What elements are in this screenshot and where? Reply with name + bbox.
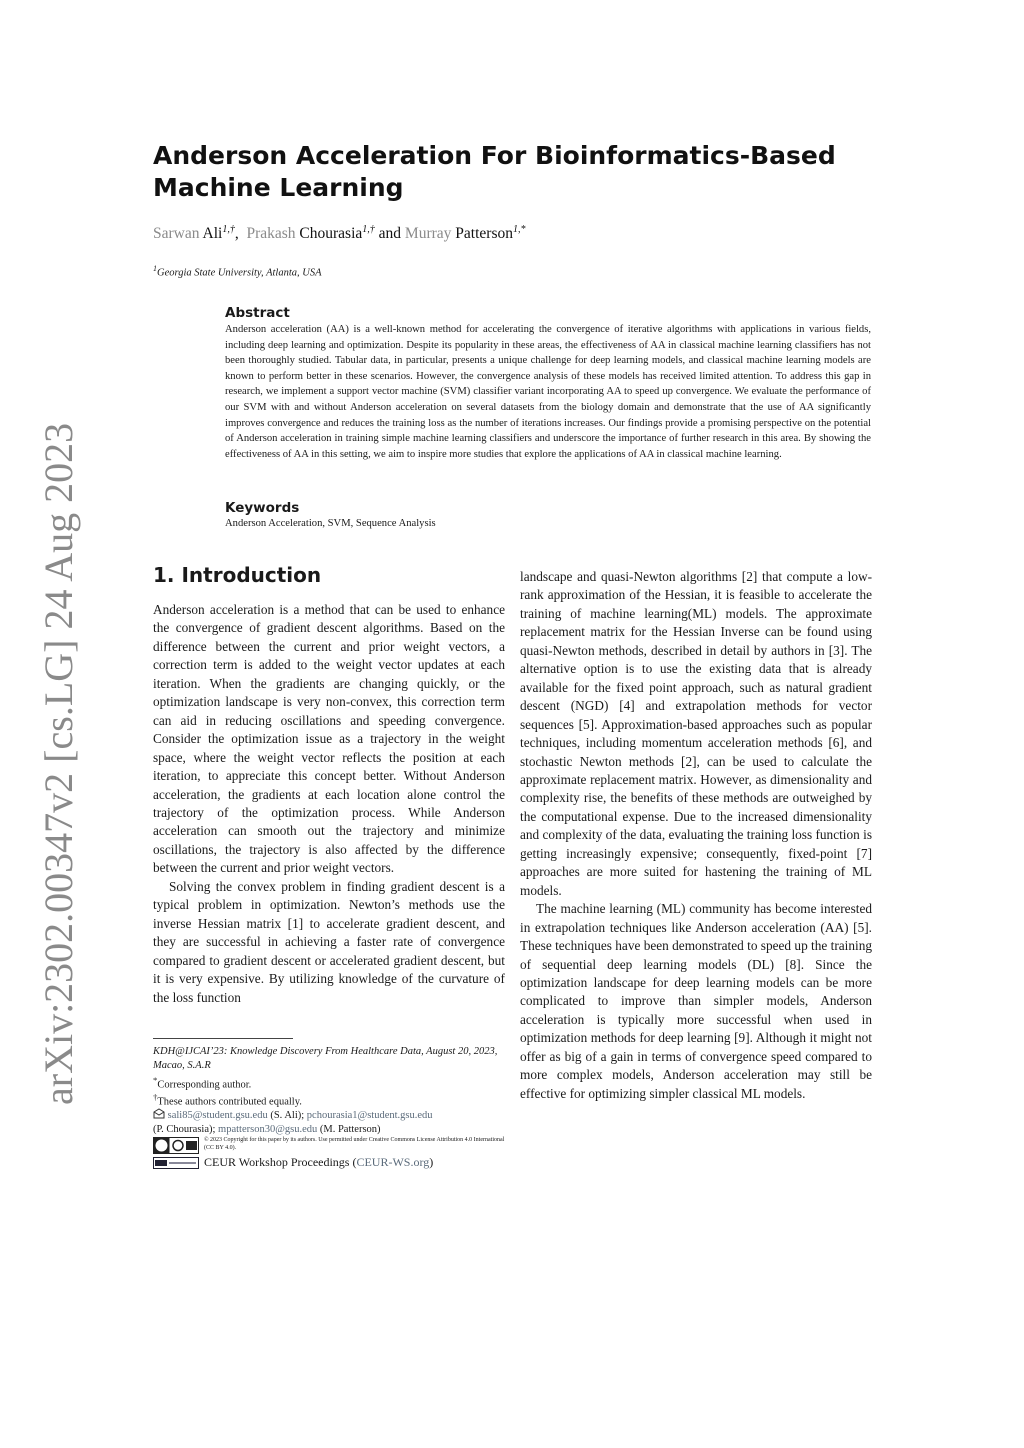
author-separator: and: [378, 225, 402, 243]
author-first-name: Prakash: [246, 225, 296, 243]
footnote-mark: *: [153, 1075, 158, 1085]
author-first-name: Sarwan: [153, 225, 200, 243]
email-owner: (M. Patterson): [319, 1124, 381, 1135]
left-column: [153, 601, 505, 1007]
affiliation-mark: 1: [153, 264, 157, 273]
arxiv-sidebar-stamp: [10, 350, 100, 1110]
email-link[interactable]: sali85@student.gsu.edu: [167, 1110, 268, 1121]
author-first-name: Murray: [404, 225, 452, 243]
author-marks: 1,†: [222, 224, 235, 235]
email-owner: (S. Ali);: [270, 1110, 305, 1121]
author-last-name: Chourasia: [299, 225, 363, 243]
cc-by-license-icon: [153, 1137, 199, 1154]
paragraph: Solving the convex problem in finding gradient descent is a typical problem in optimization. Newton’s methods use the inverse Hessian matrix [1] to accelerate gradient descent, and they are successful in achieving a faster rate of convergence compared to gradient descent or accelerated gradient descent, but it is very expensive. By utilizing knowledge of the curvature of the loss function: [153, 878, 505, 1005]
email-link[interactable]: mpatterson30@gsu.edu: [218, 1124, 318, 1135]
author-separator: ,: [234, 225, 239, 243]
section-heading-introduction: 1. Introduction: [153, 563, 322, 587]
footnote-equal: [153, 1090, 513, 1110]
ceur-link[interactable]: CEUR-WS.org: [356, 1155, 430, 1169]
keywords-text: Anderson Acceleration, SVM, Sequence Analysis: [225, 518, 436, 529]
paragraph: The machine learning (ML) community has become interested in extrapolation techniques like Anderson acceleration (AA) [5]. These techniques have been demonstrated to speed up the training of sequential deep learning models (DL) [8]. Since the optimization landscape for deep learning models can be more complicated to improve than simpler models, Anderson acceleration is typically more successful when used in optimization methods for deep learning [9]. Although it might not offer as big of a gain in terms of convergence speed compared to more complex models, Anderson acceleration may still be effective for optimizing simpler classical ML models.: [520, 901, 872, 1101]
paragraph: landscape and quasi-Newton algorithms [2] that compute a low-rank approximation of the Hessian, it is feasible to accelerate the training of machine learning(ML) models. The approximate replacement matrix for the Hessian Inverse can be found using quasi-Newton methods, described in detail by authors in [3]. The alternative option is to use the existing data that is already available for the fixed point approach, such as natural gradient descent (NGD) [4] and extrapolation methods for vector sequences [5]. Approximation-based approaches such as popular techniques, including momentum acceleration methods [6], and stochastic Newton methods [2], can be used to calculate the approximate replacement matrix. However, as dimensionality and complexity rise, the benefits of these methods are outweighed by the computational expense. Due to the increased dimensionality and complexity of the data, evaluating the training loss function is getting increasingly expensive; consequently, fixed-point [7] approaches are more suited for hastening the training of ML models.: [520, 569, 872, 898]
footnote-text: Corresponding author.: [157, 1079, 252, 1091]
footnote-text: These authors contributed equally.: [157, 1096, 302, 1108]
right-column: [520, 568, 872, 1103]
affiliation-text: Georgia State University, Atlanta, USA: [157, 267, 322, 279]
email-link[interactable]: pchourasia1@student.gsu.edu: [306, 1110, 433, 1121]
keywords-heading: Keywords: [225, 500, 300, 516]
arxiv-identifier: arXiv:2302.00347v2 [cs.LG] 24 Aug 2023: [36, 422, 81, 1105]
paper-title: Anderson Acceleration For Bioinformatics-Based Machine Learning: [153, 141, 836, 202]
author-marks: 1,†: [362, 224, 375, 235]
ceur-text: CEUR Workshop Proceedings (: [204, 1155, 357, 1169]
email-owner: (P. Chourasia);: [153, 1124, 216, 1135]
envelope-icon: [153, 1110, 168, 1121]
copyright-notice: © 2023 Copyright for this paper by its authors. Use permitted under Creative Commons License Attribution 4.0 International (CC BY 4.0).: [204, 1137, 505, 1151]
footnote-emails: [153, 1108, 513, 1137]
footnote-divider: [153, 1038, 293, 1039]
footnote-mark: †: [153, 1092, 158, 1102]
ceur-text: ): [429, 1155, 434, 1169]
author-last-name: Patterson: [455, 225, 513, 243]
author-marks: 1,*: [512, 224, 526, 235]
author-list: [153, 224, 525, 243]
footnote-venue: KDH@IJCAI’23: Knowledge Discovery From Healthcare Data, August 20, 2023, Macao, S.A.R: [153, 1046, 498, 1071]
affiliation: [153, 264, 321, 279]
paragraph: Anderson acceleration is a method that can be used to enhance the convergence of gradient descent algorithms. Based on the difference between the current and prior weight vectors, a correction term is added to the weight vector updates at each iteration. When the gradients are changing quickly, or the optimization landscape is very non-convex, this correction term can aid in reducing oscillations and speeding convergence. Consider the optimization issue as a trajectory in the weight space, where the weight vector reflects the position at each iteration, to appreciate this concept better. Without Anderson acceleration, the gradients at each location alone control the trajectory of the optimization process. While Anderson acceleration can smooth out the trajectory and minimize oscillations, the trajectory is also affected by the difference between the current and prior weight vectors.: [153, 602, 505, 876]
abstract-heading: Abstract: [225, 305, 290, 321]
author-last-name: Ali: [202, 225, 223, 243]
ceur-logo-icon: [153, 1156, 199, 1168]
ceur-proceedings: [204, 1155, 433, 1170]
abstract-text: Anderson acceleration (AA) is a well-known method for accelerating the convergence of iterative algorithms with applications in various fields, including deep learning and optimization. Despite its popularity in these areas, the effectiveness of AA in classical machine learning classifiers has not been thoroughly studied. Tabular data, in particular, presents a unique challenge for deep learning models, and classical machine learning models are known to perform better in these scenarios. However, the convergence analysis of these models has received limited attention. To address this gap in research, we implement a support vector machine (SVM) classifier variant incorporating AA to speed up convergence. We evaluate the performance of our SVM with and without Anderson acceleration on several datasets from the biology domain and demonstrate that the use of AA significantly improves convergence and reduces the training loss as the number of iterations increases. Our findings provide a promising perspective on the potential of Anderson acceleration in training simple machine learning classifiers and underscore the importance of further research in this area. By showing the effectiveness of AA in this setting, we aim to inspire more studies that explore the applications of AA in classical machine learning.: [225, 324, 871, 460]
